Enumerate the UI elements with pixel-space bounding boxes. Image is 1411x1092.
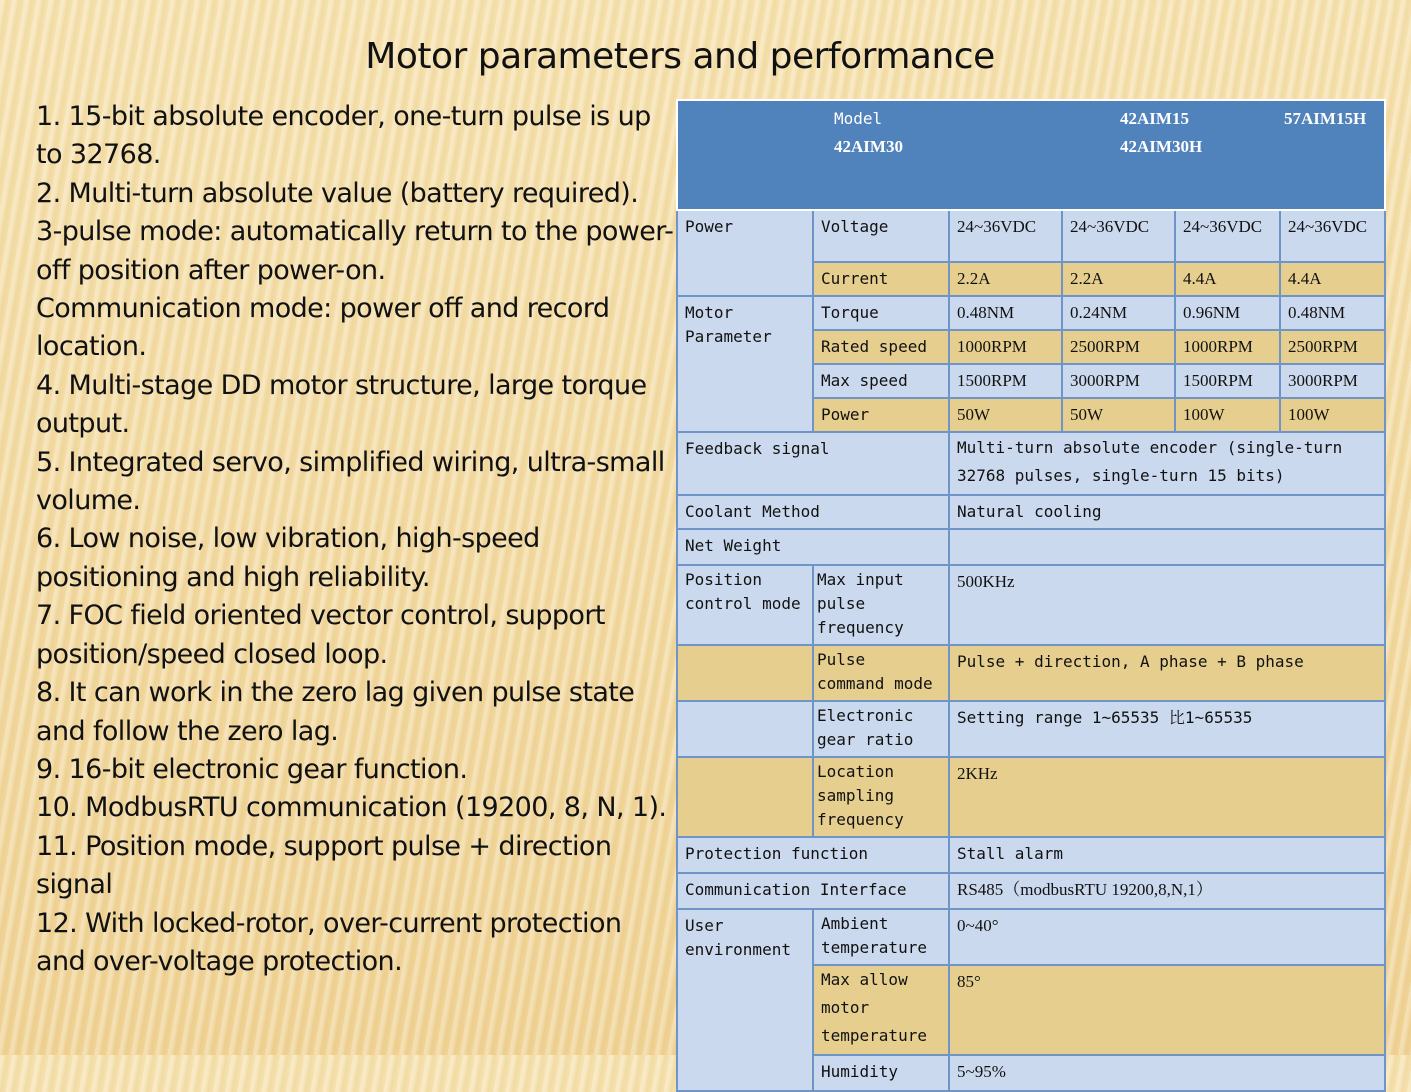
cell-value: 24~36VDC xyxy=(1062,210,1175,262)
feature-item: 10. ModbusRTU communication (19200, 8, N, 1). xyxy=(36,792,667,824)
empty-cell xyxy=(677,645,813,701)
row-label: Feedback signal xyxy=(677,432,949,495)
cell-value: Stall alarm xyxy=(949,837,1385,873)
cell-value: 0.48NM xyxy=(949,296,1062,330)
row-label: Humidity xyxy=(813,1055,949,1091)
cell-value: 3000RPM xyxy=(1280,364,1385,398)
feature-item: 6. Low noise, low vibration, high-speed positioning and high reliability. xyxy=(36,523,540,593)
group-label: Position control mode xyxy=(677,565,813,645)
cell-value: 1000RPM xyxy=(949,330,1062,364)
group-label: User environment xyxy=(677,909,813,1091)
cell-value: Multi-turn absolute encoder (single-turn 32768 pulses, single-turn 15 bits) xyxy=(949,432,1385,495)
cell-value: 3000RPM xyxy=(1062,364,1175,398)
row-label: Current xyxy=(813,262,949,296)
cell-value: 100W xyxy=(1175,398,1280,432)
cell-value: 1500RPM xyxy=(949,364,1062,398)
cell-value: Pulse + direction, A phase + B phase xyxy=(949,645,1385,701)
empty-cell xyxy=(677,757,813,837)
row-label: Max speed xyxy=(813,364,949,398)
row-label: Max input pulse frequency xyxy=(813,565,949,645)
cell-value: Natural cooling xyxy=(949,495,1385,529)
cell-value: 24~36VDC xyxy=(1280,210,1385,262)
model-name: 42AIM30H xyxy=(1120,137,1203,156)
feature-item: 3-pulse mode: automatically return to the power-off position after power-on. xyxy=(36,216,674,286)
cell-value: 50W xyxy=(949,398,1062,432)
row-label: Power xyxy=(813,398,949,432)
group-label: Power xyxy=(677,210,813,296)
cell-value: 0.96NM xyxy=(1175,296,1280,330)
cell-value: 100W xyxy=(1280,398,1385,432)
row-label: Electronic gear ratio xyxy=(813,701,949,757)
cell-value: 1000RPM xyxy=(1175,330,1280,364)
slide-title: Motor parameters and performance xyxy=(365,36,995,77)
table-header-row xyxy=(677,100,1385,210)
table-row xyxy=(677,873,1385,909)
cell-value: RS485（modbusRTU 19200,8,N,1） xyxy=(949,873,1385,909)
row-label: Ambient temperature xyxy=(813,909,949,965)
cell-value: 4.4A xyxy=(1175,262,1280,296)
feature-item: 8. It can work in the zero lag given pulse state and follow the zero lag. xyxy=(36,677,635,747)
feature-item: Communication mode: power off and record location. xyxy=(36,293,610,363)
cell-value: 24~36VDC xyxy=(1175,210,1280,262)
model-name: 42AIM15 xyxy=(1120,109,1189,128)
row-label: Max allow motor temperature xyxy=(813,965,949,1055)
cell-value: 24~36VDC xyxy=(949,210,1062,262)
row-label: Communication Interface xyxy=(677,873,949,909)
row-label: Voltage xyxy=(813,210,949,262)
table-row xyxy=(677,529,1385,565)
cell-value: 2.2A xyxy=(1062,262,1175,296)
table-row xyxy=(677,296,1385,330)
feature-item: 7. FOC field oriented vector control, support position/speed closed loop. xyxy=(36,600,605,670)
row-label: Pulse command mode xyxy=(813,645,949,701)
table-row xyxy=(677,837,1385,873)
cell-value: 2500RPM xyxy=(1280,330,1385,364)
cell-value: 0.24NM xyxy=(1062,296,1175,330)
empty-cell xyxy=(677,701,813,757)
row-label: Net Weight xyxy=(677,529,949,565)
cell-value: 4.4A xyxy=(1280,262,1385,296)
cell-value: 85° xyxy=(949,965,1385,1055)
cell-value: 2KHz xyxy=(949,757,1385,837)
row-label: Location sampling frequency xyxy=(813,757,949,837)
feature-item: 2. Multi-turn absolute value (battery required). xyxy=(36,177,639,209)
feature-item: 12. With locked-rotor, over-current protection and over-voltage protection. xyxy=(36,907,622,977)
model-name: 57AIM15H xyxy=(1284,109,1367,128)
feature-list xyxy=(36,98,676,981)
cell-value: 2.2A xyxy=(949,262,1062,296)
row-label: Torque xyxy=(813,296,949,330)
cell-value: 5~95% xyxy=(949,1055,1385,1091)
table-row xyxy=(677,645,1385,701)
row-label: Rated speed xyxy=(813,330,949,364)
cell-value: 0~40° xyxy=(949,909,1385,965)
table-row xyxy=(677,909,1385,965)
model-name: 42AIM30 xyxy=(834,137,903,156)
row-label: Coolant Method xyxy=(677,495,949,529)
row-label: Protection function xyxy=(677,837,949,873)
model-label: Model xyxy=(834,109,883,128)
cell-value: 500KHz xyxy=(949,565,1385,645)
feature-item: 5. Integrated servo, simplified wiring, ultra-small volume. xyxy=(36,446,665,517)
feature-item: 4. Multi-stage DD motor structure, large torque output. xyxy=(36,369,647,440)
cell-value: 1500RPM xyxy=(1175,364,1280,398)
feature-item: 11. Position mode, support pulse + direction signal xyxy=(36,830,612,901)
feature-item: 1. 15-bit absolute encoder, one-turn pulse is up to 32768. xyxy=(36,101,651,171)
cell-value: 2500RPM xyxy=(1062,330,1175,364)
cell-value: 50W xyxy=(1062,398,1175,432)
table-row xyxy=(677,210,1385,262)
cell-value: Setting range 1~65535 比1~65535 xyxy=(949,701,1385,757)
table-row xyxy=(677,565,1385,645)
table-row xyxy=(677,757,1385,837)
spec-table xyxy=(676,99,1386,1092)
model-header xyxy=(677,100,1385,210)
group-label: Motor Parameter xyxy=(677,296,813,432)
cell-value: 0.48NM xyxy=(1280,296,1385,330)
feature-item: 9. 16-bit electronic gear function. xyxy=(36,753,468,785)
table-row xyxy=(677,495,1385,529)
table-row xyxy=(677,701,1385,757)
cell-value xyxy=(949,529,1385,565)
table-row xyxy=(677,432,1385,495)
